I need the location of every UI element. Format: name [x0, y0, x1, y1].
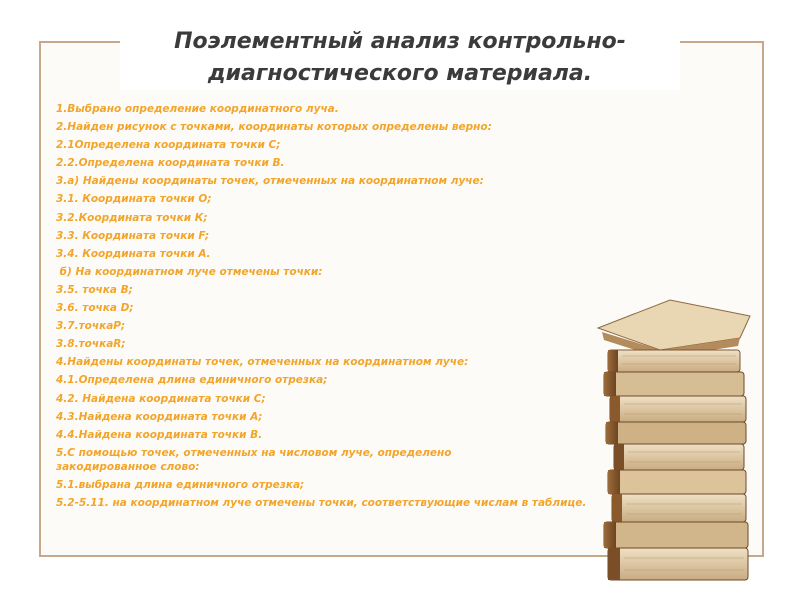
list-item: б) На координатном луче отмечены точки:	[56, 265, 323, 278]
list-item: 3.8.точкаR;	[56, 338, 126, 351]
list-item: 3.6. точка D;	[56, 302, 134, 315]
list-item: 2.1Определена координата точки С;	[56, 139, 281, 152]
list-item: 5.1.выбрана длина единичного отрезка;	[56, 478, 305, 491]
list-item: 4.3.Найдена координата точки А;	[56, 410, 263, 423]
books-stack-icon	[590, 292, 760, 590]
list-item: 4.1.Определена длина единичного отрезка;	[56, 374, 328, 387]
list-item: 4.Найдены координаты точек, отмеченных на координатном луче:	[56, 356, 469, 369]
list-item: 3.1. Координата точки О;	[56, 193, 212, 206]
list-item: 5.2-5.11. на координатном луче отмечены точки, соответствующие числам в таблице.	[56, 496, 587, 509]
list-item: 3.5. точка В;	[56, 283, 133, 296]
list-item: 4.4.Найдена координата точки В.	[56, 428, 263, 441]
list-item: 2.Найден рисунок с точками, координаты которых определены верно:	[56, 121, 492, 134]
list-item: 3.а) Найдены координаты точек, отмеченных на координатном луче:	[56, 175, 484, 188]
slide-title: Поэлементный анализ контрольно-диагностического материала.	[120, 26, 680, 90]
list-item: 5.С помощью точек, отмеченных на числовом луче, определено закодированное слово:	[56, 446, 452, 473]
list-item: 3.2.Координата точки К;	[56, 211, 208, 224]
analysis-list	[56, 102, 616, 514]
list-item: 4.2. Найдена координата точки С;	[56, 392, 266, 405]
list-item: 2.2.Определена координата точки В.	[56, 157, 285, 170]
list-item: 1.Выбрано определение координатного луча.	[56, 103, 339, 115]
list-item: 3.3. Координата точки F;	[56, 229, 210, 242]
list-item: 3.4. Координата точки А.	[56, 247, 211, 260]
list-item: 3.7.точкаР;	[56, 320, 126, 333]
